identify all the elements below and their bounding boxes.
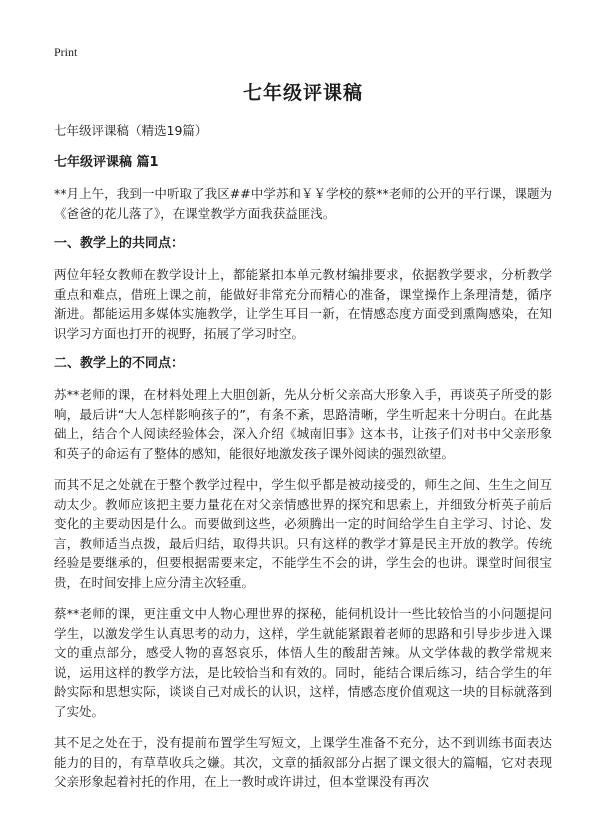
- paragraph-su-weaknesses: 而其不足之处就在于整个教学过程中，学生似乎都是被动接受的，师生之间、生生之间互动太少。教师应该把主要力量花在对父亲情感世界的探究和思索上，并细致分析英子前后变化的主要动因是什么。而要做到这些，必须腾出一定的时间给学生自主学习、讨论、发言，教师适当点拨，最后归结，取得共识。只有这样的教学才算是民主开放的教学。传统经验是要继承的，但要根据需要来定，不能学生不会的讲，学生会的也讲。课堂时间很宝贵，在时间安排上应分清主次轻重。: [54, 477, 552, 590]
- paragraph-su-strengths: 苏**老师的课，在材料处理上大胆创新，先从分析父亲高大形象入手，再谈英子所受的影响，最后讲“大人怎样影响孩子的”，有条不紊，思路清晰，学生听起来十分明白。在此基础上，结合个人阅读经验体会，深入介绍《城南旧事》这本书，让孩子们对书中父亲形象和英子的命运有了整体的感知，能很好地激发孩子课外阅读的强烈欲望。: [54, 387, 552, 461]
- intro-paragraph: **月上午，我到一中听取了我区##中学苏和￥￥学校的蔡**老师的公开的平行课，课题为《爸爸的花儿落了》，在课堂教学方面我获益匪浅。: [54, 186, 552, 221]
- page-title: 七年级评课稿: [242, 82, 363, 104]
- heading-differences: 二、教学上的不同点：: [54, 356, 185, 371]
- print-link[interactable]: Print: [54, 45, 78, 59]
- section-title: 七年级评课稿 篇1: [54, 155, 159, 170]
- paragraph-cai-strengths: 蔡**老师的课，更注重文中人物心理世界的探秘，能伺机设计一些比较恰当的小问题提问学生，以激发学生认真思考的动力，这样，学生就能紧跟着老师的思路和引导步步进入课文的重点部分，感受人物的喜怒哀乐，体悟人生的酸甜苦辣。从文学体裁的教学常规来说，运用这样的教学方法，是比较恰当和有效的。同时，能结合课后练习，结合学生的年龄实际和思想实际，谈谈自己对成长的认识，这样，情感态度价值观这一块的目标就落到了实处。: [54, 606, 552, 719]
- document-subtitle: 七年级评课稿（精选19篇）: [54, 123, 208, 138]
- paragraph-cai-weaknesses: 其不足之处在于，没有提前布置学生写短文，上课学生准备不充分，达不到训练书面表达能力的目的，有草草收兵之嫌。其次，文章的插叙部分占据了课文很大的篇幅，它对表现父亲形象起着衬托的作用，在上一教时或许讲过，但本堂课没有再次: [54, 735, 552, 789]
- heading-common-points: 一、教学上的共同点：: [54, 236, 185, 251]
- paragraph-common-points: 两位年轻女教师在教学设计上，都能紧扣本单元教材编排要求，依据教学要求，分析教学重点和难点，借班上课之前，能做好非常充分而精心的准备，课堂操作上条理清楚，循序渐进。都能运用多媒体实施教学，让学生耳目一新，在情感态度方面受到熏陶感染，在知识学习方面也打开的视野，拓展了学习时空。: [54, 267, 552, 341]
